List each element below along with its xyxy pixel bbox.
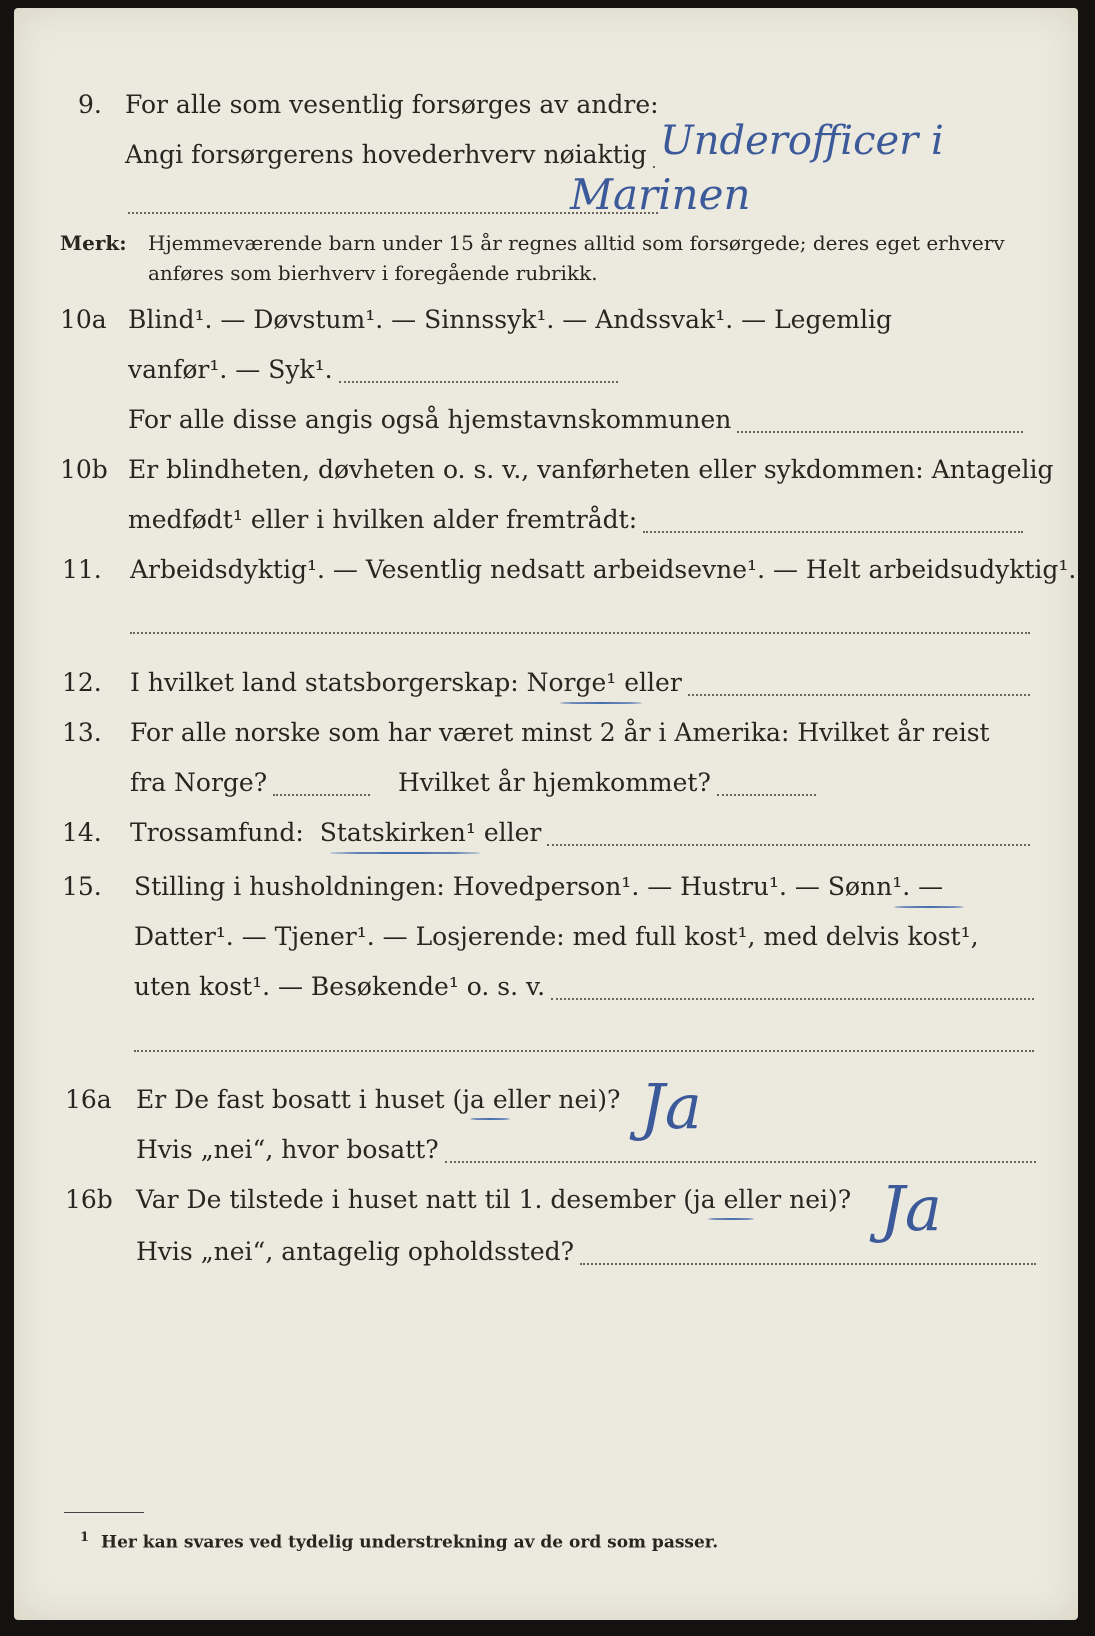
footnote	[80, 1530, 718, 1553]
q13-number: 13.	[62, 718, 102, 747]
q13-line2b-text: Hvilket år hjemkommet?	[398, 768, 711, 797]
q12-underline-mark	[560, 702, 642, 704]
q16b-choice-ja: (ja	[683, 1185, 716, 1214]
q13-line1	[130, 718, 990, 754]
q16a-answer: Ja	[640, 1070, 702, 1143]
q16b-leader	[580, 1263, 1036, 1265]
q10a-line3	[128, 405, 1023, 441]
q11-number: 11.	[62, 555, 102, 584]
q10b-line1	[128, 455, 1054, 491]
q15-choice-sonn: Sønn¹	[827, 872, 903, 901]
q10a-line3-text: For alle disse angis også hjemstavnskommunen	[128, 405, 732, 434]
q9-number: 9.	[78, 90, 102, 119]
q16a-choice-ja: (ja	[452, 1085, 485, 1114]
q12-suffix: eller	[624, 668, 682, 697]
q9-line1	[125, 90, 659, 126]
q10a-line2	[128, 355, 618, 391]
q15-line2	[134, 922, 979, 958]
q15-line2-text: Datter¹. — Tjener¹. — Losjerende: med full kost¹, med delvis kost¹,	[134, 922, 979, 951]
q16a-line2-text: Hvis „nei“, hvor bosatt?	[136, 1135, 439, 1164]
q13-line2b	[398, 768, 816, 804]
q14-suffix: eller	[483, 818, 542, 847]
q9-answer-line1: Underofficer i	[660, 118, 944, 164]
q16b-line1-end: eller nei)?	[723, 1185, 852, 1214]
q10b-line2	[128, 505, 1023, 541]
q15-line1	[134, 872, 943, 908]
q15-line3-text: uten kost¹. — Besøkende¹ o. s. v.	[134, 972, 546, 1001]
q12-number: 12.	[62, 668, 102, 697]
q10b-line1-text: Er blindheten, døvheten o. s. v., vanførheten eller sykdommen: Antagelig	[128, 455, 1054, 484]
q10a-line2-text: vanfør¹. — Syk¹.	[128, 355, 333, 384]
q16b-underline-mark	[708, 1218, 754, 1220]
q15-answer-line	[134, 1050, 1034, 1052]
q16a-line1	[136, 1085, 620, 1121]
q10a-line1-text: Blind¹. — Døvstum¹. — Sinnssyk¹. — Andssvak¹. — Legemlig	[128, 305, 892, 334]
q16a-line1-text: Er De fast bosatt i huset	[136, 1085, 445, 1114]
q16a-number: 16a	[65, 1085, 112, 1114]
q10b-leader	[643, 531, 1023, 533]
q11-line1-text: Arbeidsdyktig¹. — Vesentlig nedsatt arbeidsevne¹. — Helt arbeidsudyktig¹.	[130, 555, 1077, 584]
q16b-line2-text: Hvis „nei“, antagelig opholdssted?	[136, 1237, 575, 1266]
q10a-line2-leader	[339, 381, 618, 383]
q9-leader	[653, 166, 655, 168]
q14-leader	[547, 844, 1030, 846]
q15-line1-text: Stilling i husholdningen: Hovedperson¹. — Hustru¹. —	[134, 872, 820, 901]
q13-leader-b	[717, 794, 816, 796]
q13-line2a-text: fra Norge?	[130, 768, 268, 797]
q11-answer-line	[130, 632, 1030, 634]
q9-line2-text: Angi forsørgerens hovederhverv nøiaktig	[125, 140, 647, 169]
q12-choice-norge: Norge¹	[526, 668, 617, 697]
q10a-line3-leader	[737, 431, 1023, 433]
q16a-underline-mark	[470, 1118, 510, 1120]
q10a-number: 10a	[60, 305, 107, 334]
q14-underline-mark	[330, 852, 480, 854]
note-line2: anføres som bierhverv i foregående rubrikk.	[148, 261, 598, 285]
q14-prefix: Trossamfund:	[130, 818, 304, 847]
q16a-leader	[445, 1161, 1036, 1163]
q16b-line1-text: Var De tilstede i huset natt til 1. desember	[136, 1185, 676, 1214]
q12-prefix: I hvilket land statsborgerskap:	[130, 668, 519, 697]
q9-answer-line2: Marinen	[570, 170, 751, 219]
footnote-text: Her kan svares ved tydelig understrekning av de ord som passer.	[101, 1532, 719, 1553]
note-line1: Hjemmeværende barn under 15 år regnes alltid som forsørgede; deres eget erhverv	[148, 231, 1005, 255]
q11-line1	[130, 555, 1076, 591]
q16a-line2	[136, 1135, 1036, 1171]
q15-leader	[551, 998, 1034, 1000]
q10b-line2-text: medfødt¹ eller i hvilken alder fremtrådt:	[128, 505, 638, 534]
q10a-line1	[128, 305, 892, 341]
q14-line	[130, 818, 1030, 854]
q15-underline-mark	[894, 906, 964, 908]
q16b-answer: Ja	[880, 1172, 942, 1245]
q13-line1-text: For alle norske som har været minst 2 år i Amerika: Hvilket år reist	[130, 718, 990, 747]
footnote-marker: 1	[80, 1530, 90, 1545]
q13-leader-a	[273, 794, 370, 796]
q14-number: 14.	[62, 818, 102, 847]
q15-line1-end: . —	[902, 872, 944, 901]
q14-choice-statskirken: Statskirken¹	[319, 818, 476, 847]
q15-line3	[134, 972, 1034, 1008]
q12-line	[130, 668, 1030, 704]
q16b-number: 16b	[65, 1185, 113, 1214]
q10b-number: 10b	[60, 455, 108, 484]
q15-number: 15.	[62, 872, 102, 901]
q16a-line1-end: eller nei)?	[492, 1085, 621, 1114]
q16b-line1	[136, 1185, 851, 1221]
q9-line1-text: For alle som vesentlig forsørges av andre:	[125, 90, 659, 119]
footnote-rule	[64, 1512, 144, 1513]
q13-line2a	[130, 768, 370, 804]
note-label: Merk:	[60, 231, 127, 255]
q12-leader	[688, 694, 1030, 696]
